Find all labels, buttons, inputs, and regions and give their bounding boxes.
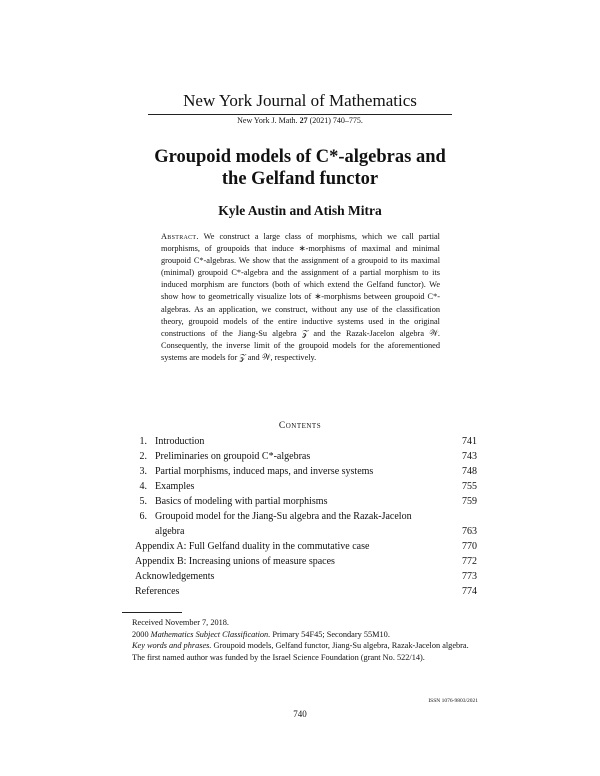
toc-page: 755: [462, 481, 477, 492]
received-date: Received November 7, 2018.: [132, 618, 229, 627]
abstract-text: We construct a large class of morphisms, which we call partial morphisms, of groupoids that induce ∗-morphisms of maximal and minimal groupoid C*-algebras. We show that the assignment of a groupoid to its maximal (minimal) groupoid C*-algebra and the assignment of a partial morphism to its induced morphism are functors (both of which extend the Gelfand functor). We show how to geometrically visualize lots of ∗-morphisms between groupoid C*-algebras. As an application, we construct, without any use of the classification theory, groupoid models of the entire inductive systems used in the original constructions of the Jiang-Su algebra 𝒵 and the Razak-Jacelon algebra 𝒲. Consequently, the inverse limit of the groupoid models for the aforementioned systems are models for 𝒵 and 𝒲, respectively.: [161, 232, 440, 362]
toc-title: algebra: [155, 526, 185, 537]
toc-page: 770: [462, 541, 477, 552]
toc-title: Appendix B: Increasing unions of measure spaces: [135, 556, 335, 567]
paper-title-line-1: Groupoid models of C*-algebras and: [154, 147, 446, 167]
page-number: 740: [293, 709, 307, 719]
toc-page: 773: [462, 571, 477, 582]
toc-row[interactable]: [133, 526, 477, 541]
footnote-rule: [122, 612, 182, 613]
toc-page: 741: [462, 436, 477, 447]
toc-title: Introduction: [155, 436, 205, 447]
msc-codes: Primary 54F45; Secondary 55M10.: [272, 629, 390, 639]
citation-prefix: New York J. Math.: [237, 116, 298, 125]
keywords-label: Key words and phrases.: [132, 641, 212, 651]
toc-row[interactable]: [133, 556, 477, 571]
toc-page: 774: [462, 586, 477, 597]
citation-line: [0, 116, 600, 125]
toc-number: 3.: [139, 466, 147, 477]
toc-row[interactable]: [133, 436, 477, 451]
toc-row[interactable]: [133, 481, 477, 496]
contents-heading: Contents: [278, 421, 322, 431]
toc-row[interactable]: [133, 466, 477, 481]
issn: ISSN 1076-9803/2021: [428, 698, 478, 704]
header-rule: [148, 114, 452, 115]
toc-title: Partial morphisms, induced maps, and inverse systems: [155, 466, 374, 477]
toc-number: 1.: [139, 436, 147, 447]
toc-row[interactable]: [133, 571, 477, 586]
paper-title-line-2: the Gelfand functor: [221, 169, 379, 189]
toc-number: 2.: [139, 451, 147, 462]
funding-note: The first named author was funded by the Israel Science Foundation (grant No. 522/14).: [132, 652, 425, 662]
abstract: [161, 231, 440, 364]
toc-page: 759: [462, 496, 477, 507]
footnotes: [122, 617, 478, 663]
toc-page: 763: [462, 526, 477, 537]
citation-suffix: (2021) 740–775.: [309, 116, 363, 125]
toc-title: Basics of modeling with partial morphisms: [155, 496, 328, 507]
toc-number: 6.: [139, 511, 147, 522]
keywords: [122, 640, 478, 652]
toc-row[interactable]: [133, 541, 477, 556]
toc-row[interactable]: [133, 586, 477, 601]
keywords-text: Groupoid models, Gelfand functor, Jiang-Su algebra, Razak-Jacelon algebra.: [213, 641, 469, 651]
toc-title: Groupoid model for the Jiang-Su algebra and the Razak-Jacelon: [155, 511, 412, 522]
journal-title: New York Journal of Mathematics: [183, 91, 417, 110]
paper-title: [0, 146, 600, 190]
toc-page: 748: [462, 466, 477, 477]
toc-title: Preliminaries on groupoid C*-algebras: [155, 451, 311, 462]
toc-row[interactable]: [133, 511, 477, 526]
toc-title: Acknowledgements: [135, 571, 215, 582]
abstract-label: Abstract.: [161, 232, 199, 241]
toc-page: 772: [462, 556, 477, 567]
toc-title: References: [135, 586, 180, 597]
toc-number: 4.: [139, 481, 147, 492]
toc-title: Appendix A: Full Gelfand duality in the commutative case: [135, 541, 370, 552]
toc-row[interactable]: [133, 451, 477, 466]
toc-row[interactable]: [133, 496, 477, 511]
toc-number: 5.: [139, 496, 147, 507]
authors: Kyle Austin and Atish Mitra: [218, 203, 382, 218]
citation-volume: 27: [299, 116, 308, 125]
toc-title: Examples: [155, 481, 195, 492]
msc-label: Mathematics Subject Classification.: [150, 629, 271, 639]
msc-year: 2000: [132, 629, 149, 639]
msc-classification: [122, 629, 478, 641]
toc-page: 743: [462, 451, 477, 462]
